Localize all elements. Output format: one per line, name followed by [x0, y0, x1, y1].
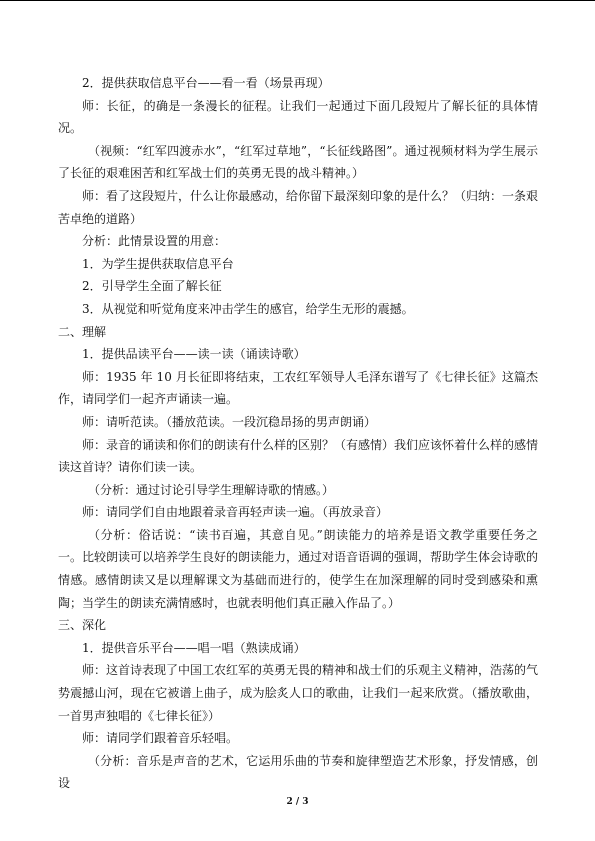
item-heading: 1．提供音乐平台——唱一唱（熟读成诵）	[82, 640, 306, 655]
section-heading: 三、深化	[58, 618, 107, 633]
list-item: 1．为学生提供获取信息平台	[82, 256, 234, 271]
teacher-speech: 师：请听范读。（播放范读。一段沉稳昂扬的男声朗诵）	[82, 414, 377, 429]
analysis-note: （分析：俗话说：“读书百遍，其意自见。”朗读能力的培养是语文教学重要任务之一。比较朗读可以培养学生良好的朗读能力，通过对语音语调的强调，帮助学生体会诗歌的情感。感情朗读又是以理解课文为基础而进行的，使学生在加深理解的同时受到感染和熏陶；当学生的朗读充满情感时，也就表明他们真正融入作品了。）	[58, 527, 539, 610]
teacher-speech: 师：1935 年 10 月长征即将结束，工农红军领导人毛泽东谱写了《七律长征》这篇杰作，请同学们一起齐声诵读一遍。	[58, 369, 538, 407]
analysis-note: （分析：音乐是声音的艺术，它运用乐曲的节奏和旋律塑造艺术形象，抒发情感，创设	[58, 753, 538, 791]
item-heading: 2．提供获取信息平台——看一看（场景再现）	[82, 76, 330, 90]
page-number: 2 / 3	[286, 797, 309, 807]
teacher-speech: 师：看了这段短片，什么让你最感动，给你留下最深刻印象的是什么？（归纳：一条艰苦卓绝的道路）	[58, 188, 539, 226]
teacher-speech: 师：这首诗表现了中国工农红军的英勇无畏的精神和战士们的乐观主义精神，浩荡的气势震撼山河，现在它被谱上曲子，成为脍炙人口的歌曲，让我们一起来欣赏。（播放歌曲，一首男声独唱的《七律长征》）	[58, 663, 539, 723]
item-heading: 1．提供品读平台——读一读（诵读诗歌）	[82, 347, 306, 362]
document-body	[58, 72, 538, 795]
teacher-speech: 师：长征，的确是一条漫长的征程。让我们一起通过下面几段短片了解长征的具体情况。	[58, 98, 538, 136]
teacher-speech: 师：请同学们跟着音乐轻唱。	[82, 731, 239, 746]
video-note: （视频：“红军四渡赤水”，“红军过草地”，“长征线路图”。通过视频材料为学生展示了长征的艰难困苦和红军战士们的英勇无畏的战斗精神。）	[58, 143, 538, 181]
list-item: 2．引导学生全面了解长征	[82, 279, 222, 294]
teacher-speech: 师：请同学们自由地跟着录音再轻声读一遍。（再放录音）	[82, 505, 389, 520]
teacher-speech: 师：录音的诵读和你们的朗读有什么样的区别？（有感情）我们应该怀着什么样的感情读这首诗？请你们读一读。	[58, 437, 539, 475]
section-heading: 二、理解	[58, 324, 107, 339]
list-item: 3．从视觉和听觉角度来冲击学生的感官，给学生无形的震撼。	[82, 301, 414, 316]
analysis-heading: 分析：此情景设置的用意：	[82, 234, 227, 249]
header-rule	[0, 0, 595, 1]
analysis-note: （分析：通过讨论引导学生理解诗歌的情感。）	[88, 482, 335, 497]
